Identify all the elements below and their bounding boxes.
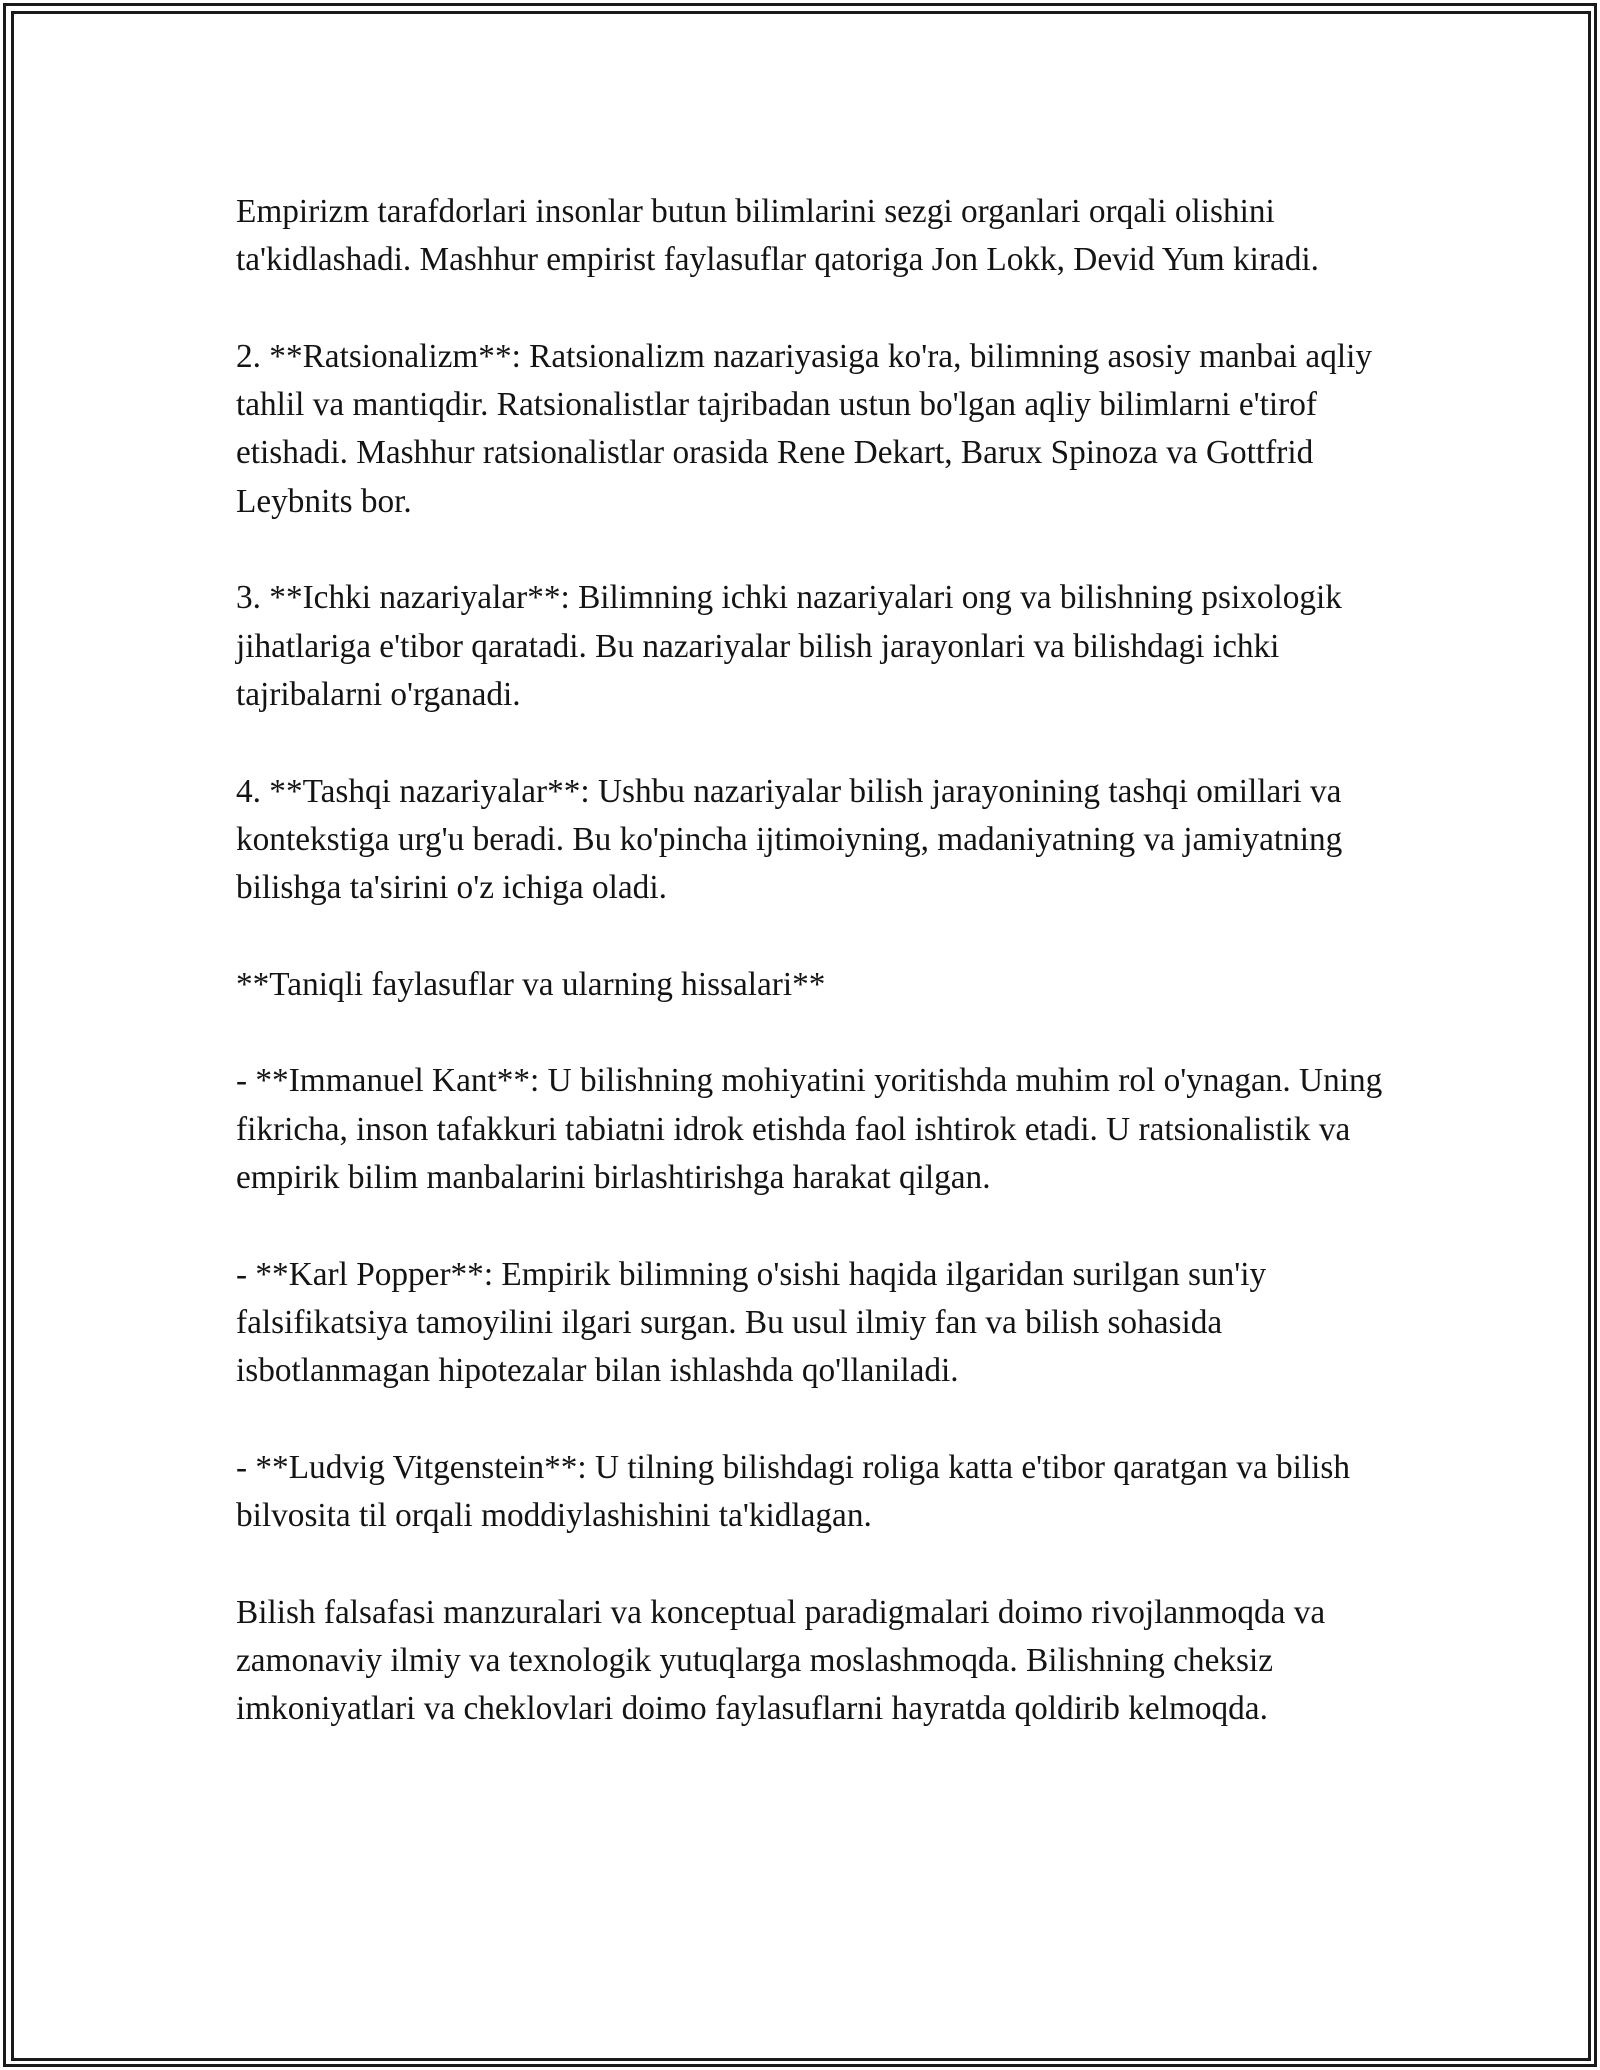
paragraph-popper: - **Karl Popper**: Empirik bilimning o'sishi haqida ilgaridan surilgan sun'iy falsifikatsiya tamoyilini ilgari surgan. Bu usul ilmiy fan va bilish sohasida isbotlanmagan hipotezalar bilan ishlashda qo'llaniladi.	[236, 1255, 1267, 1390]
document-body	[236, 188, 1386, 1734]
paragraph-wittgenstein: - **Ludvig Vitgenstein**: U tilning bilishdagi roliga katta e'tibor qaratgan va bilish bilvosita til orqali moddiylashishini ta'kidlagan.	[236, 1448, 1351, 1535]
paragraph-rationalism: 2. **Ratsionalizm**: Ratsionalizm nazariyasiga ko'ra, bilimning asosiy manbai aqliy tahlil va mantiqdir. Ratsionalistlar tajribadan ustun bo'lgan aqliy bilimlarni e'tirof etishadi. Mashhur ratsionalistlar orasida Rene Dekart, Barux Spinoza va Gottfrid Leybnits bor.	[236, 337, 1373, 520]
paragraph-external-theories: 4. **Tashqi nazariyalar**: Ushbu nazariyalar bilish jarayonining tashqi omillari va kontekstiga urg'u beradi. Bu ko'pincha ijtimoiyning, madaniyatning va jamiyatning bilishga ta'sirini o'z ichiga oladi.	[236, 772, 1343, 907]
paragraph-empiricism: Empirizm tarafdorlari insonlar butun bilimlarini sezgi organlari orqali olishini ta'kidlashadi. Mashhur empirist faylasuflar qatoriga Jon Lokk, Devid Yum kiradi.	[236, 193, 1319, 279]
paragraph-internal-theories: 3. **Ichki nazariyalar**: Bilimning ichki nazariyalari ong va bilishning psixologik jihatlariga e'tibor qaratadi. Bu nazariyalar bilish jarayonlari va bilishdagi ichki tajribalarni o'rganadi.	[236, 579, 1342, 713]
paragraph-conclusion: Bilish falsafasi manzuralari va konceptual paradigmalari doimo rivojlanmoqda va zamonaviy ilmiy va texnologik yutuqlarga moslashmoqda. Bilishning cheksiz imkoniyatlari va cheklovlari doimo faylasuflarni hayratda qoldirib kelmoqda.	[236, 1593, 1326, 1728]
section-heading-philosophers: **Taniqli faylasuflar va ularning hissalari**	[236, 965, 826, 1003]
paragraph-kant: - **Immanuel Kant**: U bilishning mohiyatini yoritishda muhim rol o'ynagan. Uning fikricha, inson tafakkuri tabiatni idrok etishda faol ishtirok etadi. U ratsionalistik va empirik bilim manbalarini birlashtirishga harakat qilgan.	[236, 1062, 1383, 1196]
